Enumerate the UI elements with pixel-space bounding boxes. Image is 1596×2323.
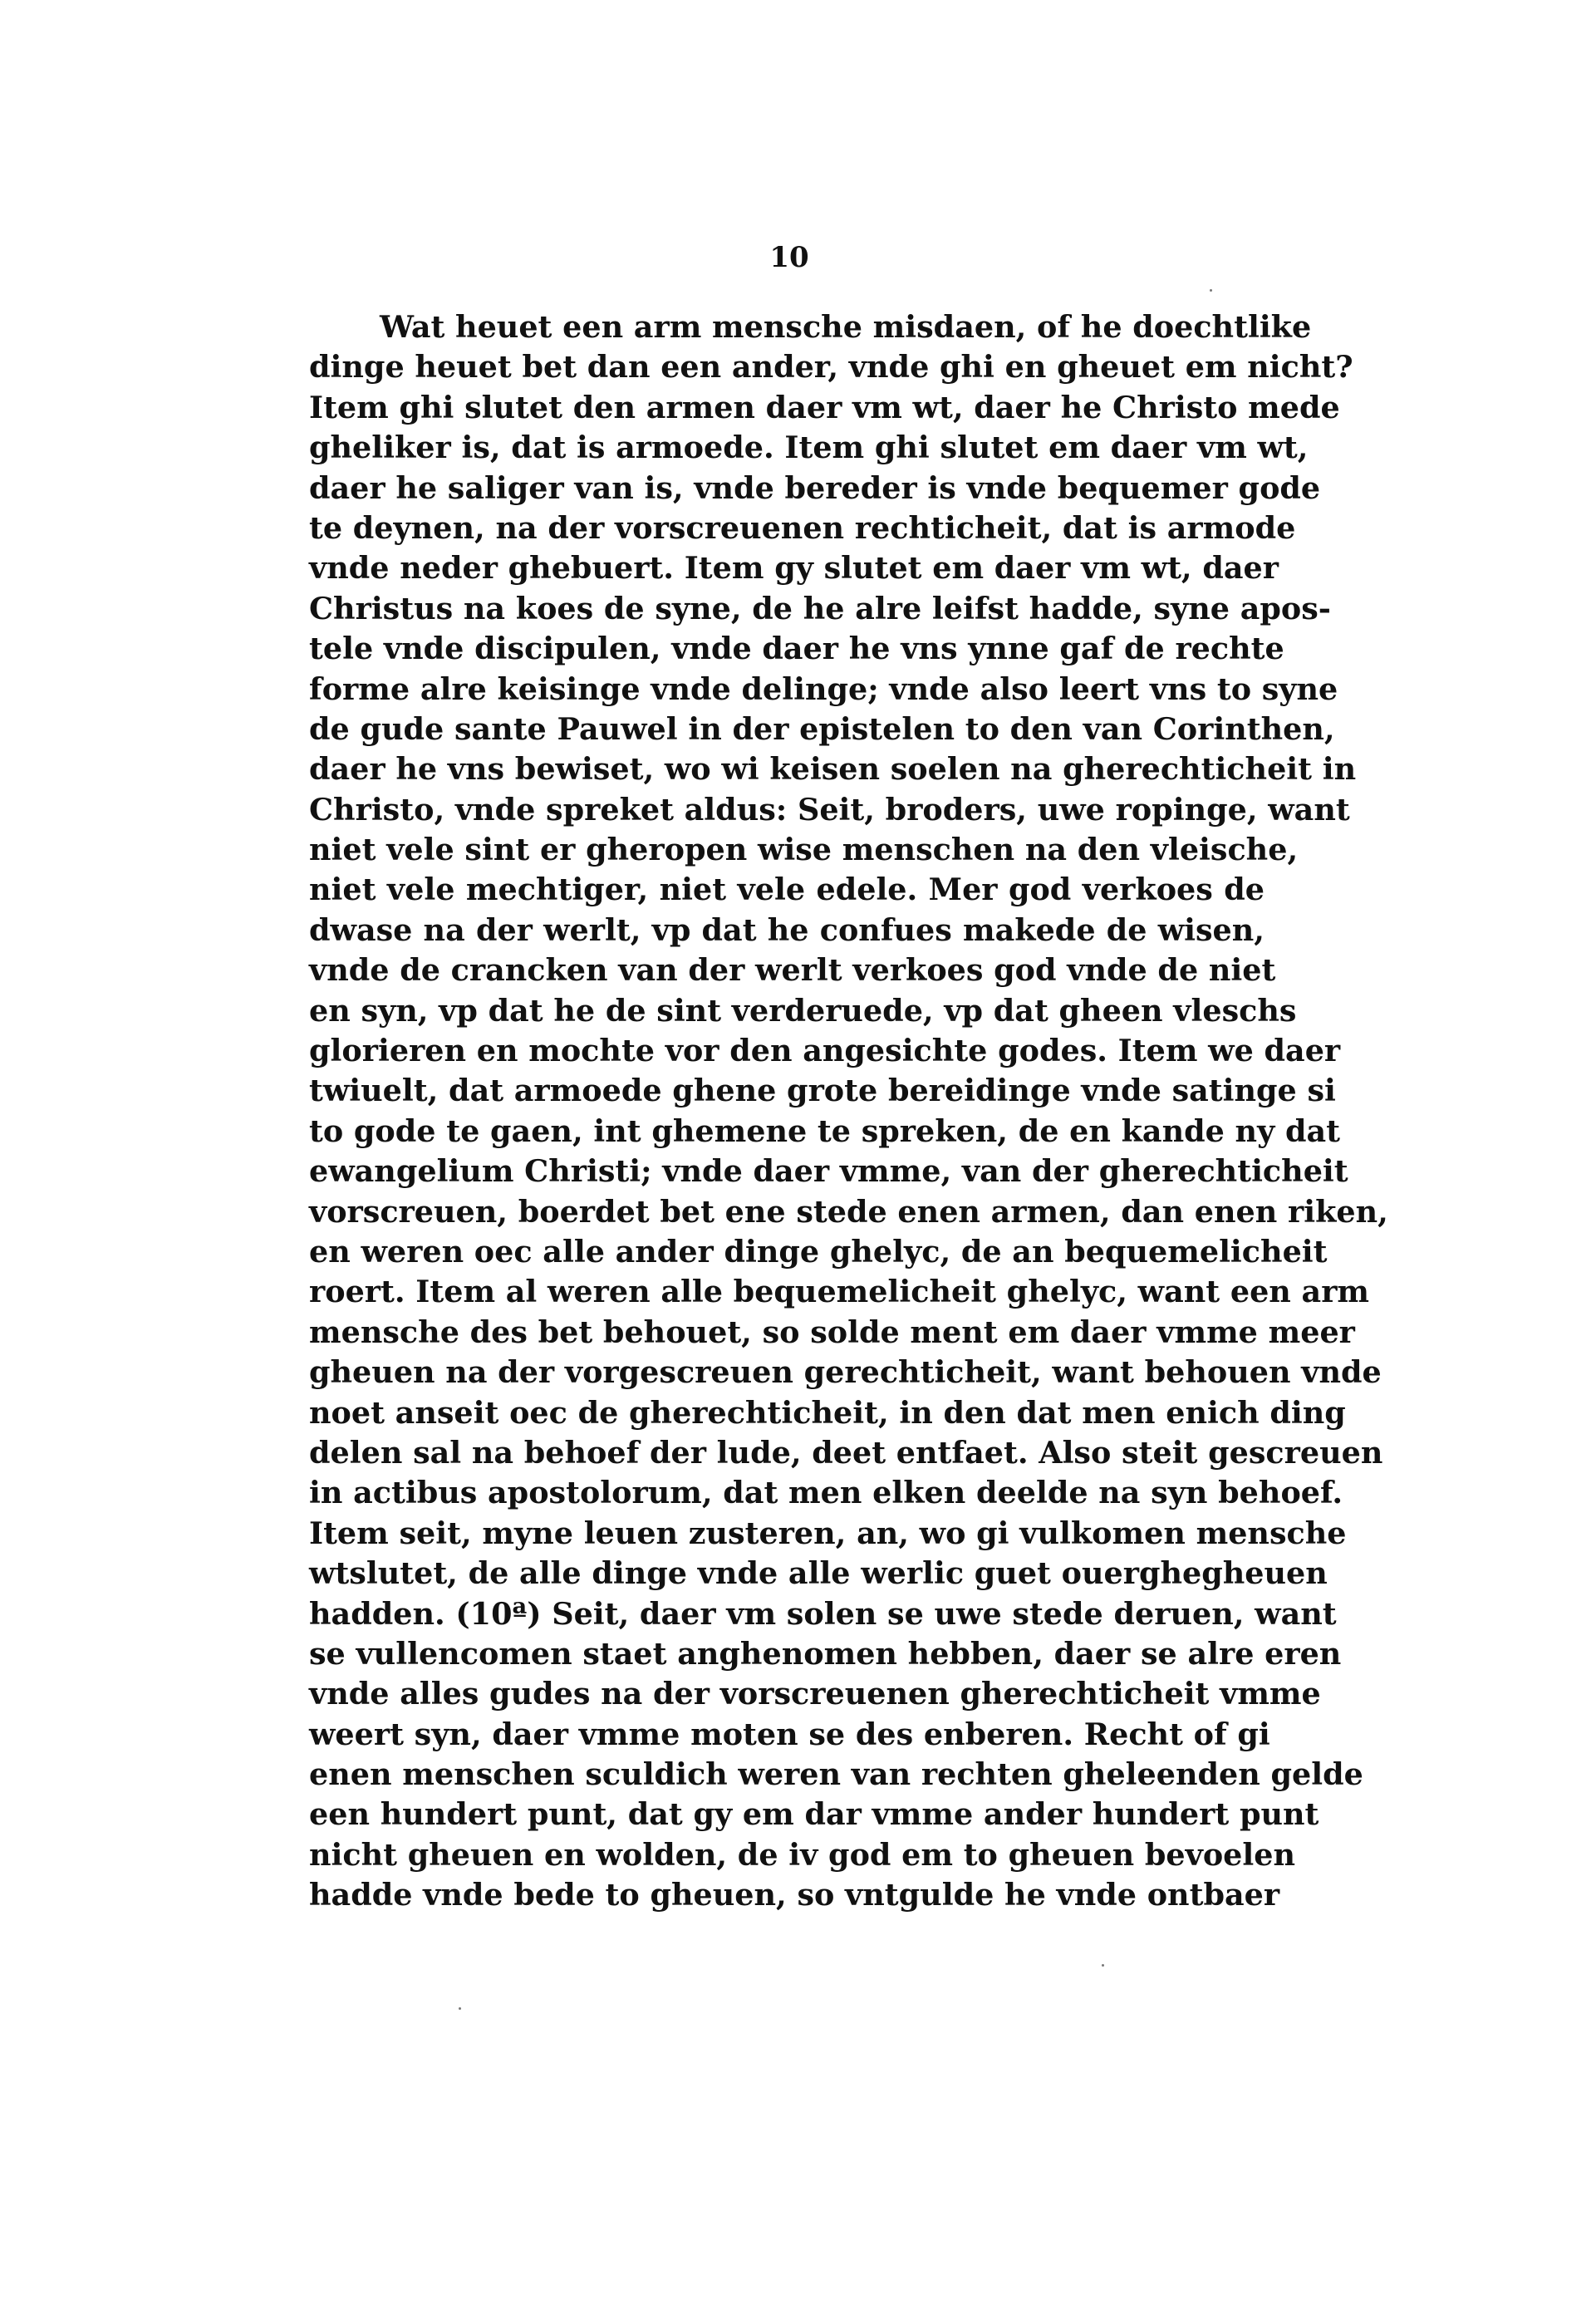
text-line: vnde alles gudes na der vorscreuenen gherechticheit vmme (309, 1676, 1321, 1712)
text-line: Christus na koes de syne, de he alre leifst hadde, syne apos- (309, 590, 1331, 626)
page-number: 10 (769, 241, 809, 274)
text-line: roert. Item al weren alle bequemelicheit ghelyc, want een arm (309, 1274, 1370, 1310)
text-line: weert syn, daer vmme moten se des enberen. Recht of gi (309, 1716, 1270, 1752)
text-line: Christo, vnde spreket aldus: Seit, broders, uwe ropinge, want (309, 791, 1350, 828)
text-line: gheuen na der vorgescreuen gerechticheit, want behouen vnde (309, 1354, 1382, 1391)
text-line: delen sal na behoef der lude, deet entfaet. Also steit gescreuen (309, 1434, 1383, 1471)
text-line: de gude sante Pauwel in der epistelen to den van Corinthen, (309, 710, 1335, 747)
text-line: daer he vns bewiset, wo wi keisen soelen na gherechticheit in (309, 751, 1357, 788)
scan-speck (1102, 1964, 1104, 1967)
text-line: niet vele sint er gheropen wise menschen na den vleische, (309, 832, 1299, 868)
text-line: hadde vnde bede to gheuen, so vntgulde he vnde ontbaer (309, 1877, 1280, 1913)
text-line: gheliker is, dat is armoede. Item ghi slutet em daer vm wt, (309, 430, 1309, 466)
text-line: forme alre keisinge vnde delinge; vnde also leert vns to syne (309, 670, 1338, 707)
text-line: vorscreuen, boerdet bet ene stede enen armen, dan enen riken, (309, 1193, 1388, 1230)
text-line: vnde neder ghebuert. Item gy slutet em daer vm wt, daer (309, 550, 1279, 587)
text-line: in actibus apostolorum, dat men elken deelde na syn behoef. (309, 1475, 1343, 1511)
text-line: ewangelium Christi; vnde daer vmme, van der gherechticheit (309, 1153, 1348, 1190)
text-line: tele vnde discipulen, vnde daer he vns ynne gaf de rechte (309, 631, 1284, 667)
text-line: glorieren en mochte vor den angesichte godes. Item we daer (309, 1033, 1341, 1069)
text-line: Item seit, myne leuen zusteren, an, wo gi vulkomen mensche (309, 1515, 1347, 1551)
scan-speck (1210, 289, 1212, 292)
text-line: wtslutet, de alle dinge vnde alle werlic guet ouerghegheuen (309, 1555, 1328, 1592)
text-line: hadden. (10ª) Seit, daer vm solen se uwe stede deruen, want (309, 1595, 1337, 1632)
scan-speck (459, 2007, 461, 2010)
text-line: vnde de crancken van der werlt verkoes god vnde de niet (309, 952, 1276, 989)
text-line: noet anseit oec de gherechticheit, in den dat men enich ding (309, 1394, 1346, 1431)
text-line: en syn, vp dat he de sint verderuede, vp dat gheen vleschs (309, 992, 1297, 1029)
body-text (309, 307, 1388, 1916)
text-line: to gode te gaen, int ghemene te spreken, de en kande ny dat (309, 1112, 1341, 1149)
text-line: mensche des bet behouet, so solde ment em daer vmme meer (309, 1314, 1355, 1350)
text-line: dinge heuet bet dan een ander, vnde ghi en gheuet em nicht? (309, 349, 1353, 386)
text-line: nicht gheuen en wolden, de iv god em to gheuen bevoelen (309, 1836, 1296, 1873)
text-line: enen menschen sculdich weren van rechten gheleenden gelde (309, 1756, 1363, 1793)
text-line: twiuelt, dat armoede ghene grote bereidinge vnde satinge si (309, 1073, 1336, 1109)
text-line: daer he saliger van is, vnde bereder is vnde bequemer gode (309, 469, 1321, 506)
text-line: se vullencomen staet anghenomen hebben, daer se alre eren (309, 1635, 1342, 1672)
text-line: een hundert punt, dat gy em dar vmme ander hundert punt (309, 1796, 1319, 1833)
text-line: dwase na der werlt, vp dat he confues makede de wisen, (309, 911, 1265, 948)
text-line: Item ghi slutet den armen daer vm wt, daer he Christo mede (309, 389, 1340, 425)
text-line: te deynen, na der vorscreuenen rechticheit, dat is armode (309, 509, 1296, 546)
text-line: Wat heuet een arm mensche misdaen, of he doechtlike (380, 309, 1312, 345)
text-line: en weren oec alle ander dinge ghelyc, de an bequemelicheit (309, 1233, 1328, 1270)
text-line: niet vele mechtiger, niet vele edele. Mer god verkoes de (309, 872, 1265, 908)
